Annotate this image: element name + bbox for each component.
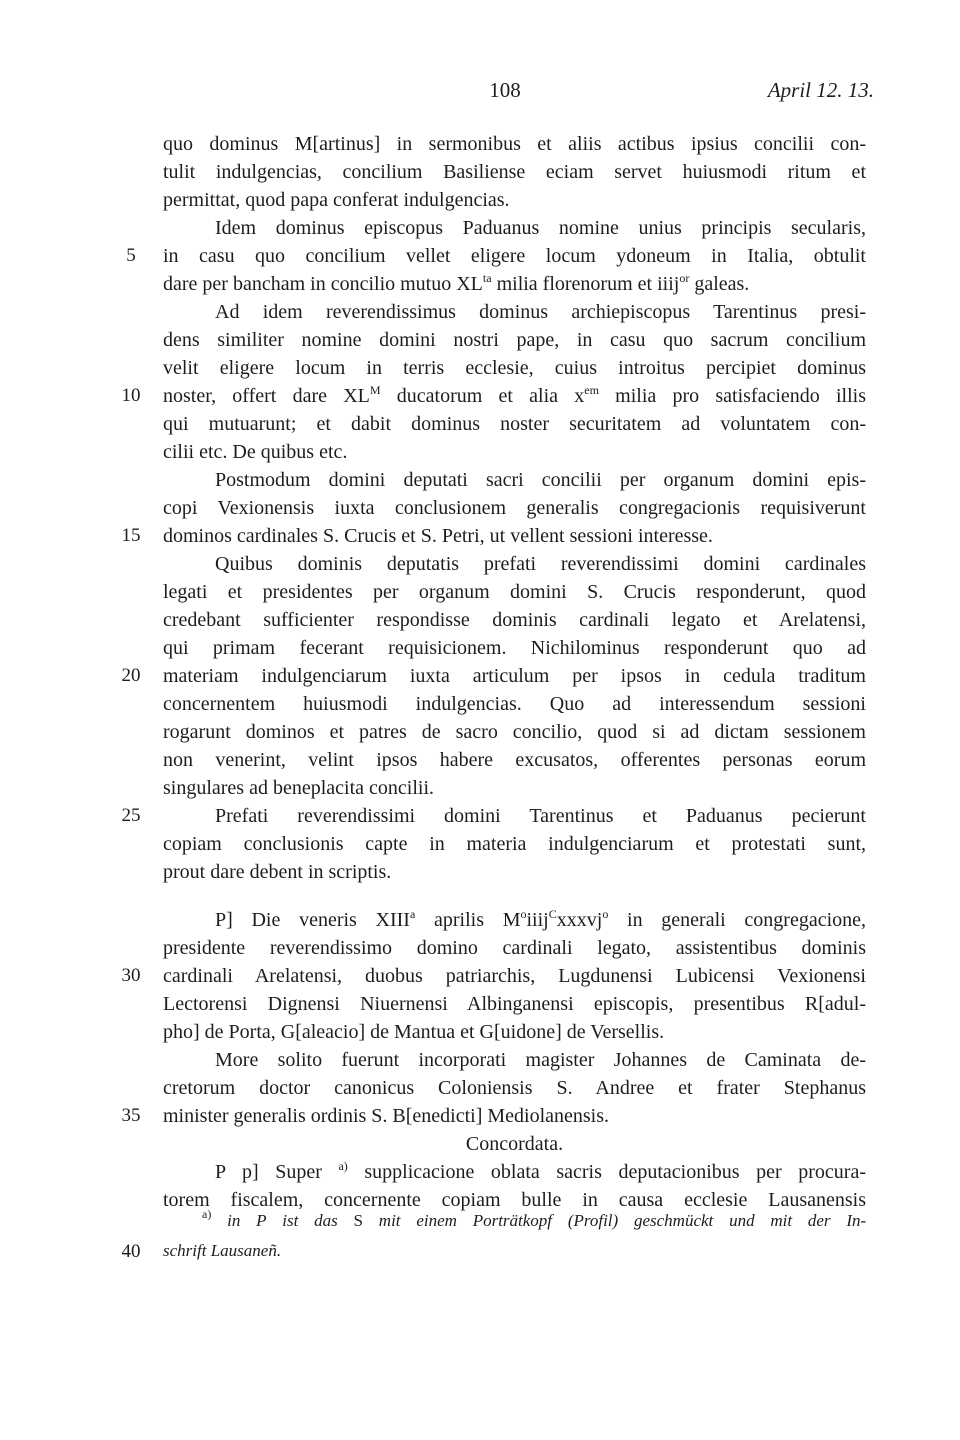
text-line: presidente reverendissimo domino cardinali legato, assistentibus dominis	[163, 937, 866, 959]
text-line: Concordata.	[465, 1133, 564, 1155]
margin-line-number: 5	[126, 245, 136, 266]
text-line: copi Vexionensis iuxta conclusionem generalis congregacionis requisiverunt	[163, 497, 866, 519]
text-line: Postmodum domini deputati sacri concilii per organum domini epis-	[215, 469, 866, 491]
text-line: tulit indulgencias, concilium Basiliense eciam servet huiusmodi ritum et	[163, 161, 866, 183]
text-line: cilii etc. De quibus etc.	[163, 441, 348, 463]
margin-line-number: 35	[121, 1105, 141, 1126]
text-line: non venerint, velint ipsos habere excusatos, offerentes personas eorum	[163, 749, 866, 771]
text-line: cardinali Arelatensi, duobus patriarchis, Lugdunensi Lubicensi Vexionensi	[163, 965, 866, 987]
text-line: Prefati reverendissimi domini Tarentinus et Paduanus pecierunt	[215, 805, 866, 827]
text-line: qui primam fecerant requisicionem. Nichilominus responderunt quo ad	[163, 637, 866, 659]
footnote-line: $^{a)}$ in P ist das S mit einem Porträtkopf (Profil) geschmückt und mit der In-	[202, 1207, 867, 1230]
text-line: minister generalis ordinis S. B[enedicti] Mediolanensis.	[163, 1105, 610, 1127]
margin-line-number: 25	[121, 805, 141, 826]
text-line: prout dare debent in scriptis.	[163, 861, 392, 883]
text-line: P] Die veneris XIII$^a$ aprilis $M^oiiij^Cxxxvj^o$ in generali congregacione,	[215, 907, 867, 931]
text-line: pho] de Porta, G[aleacio] de Mantua et G[uidone] de Versellis.	[163, 1021, 665, 1043]
text-line: torem fiscalem, concernente copiam bulle in causa ecclesie Lausanensis	[163, 1189, 866, 1211]
text-line: Quibus dominis deputatis prefati reverendissimi domini cardinales	[215, 553, 866, 575]
text-line: cretorum doctor canonicus Coloniensis S. Andree et frater Stephanus	[163, 1077, 866, 1099]
text-line: More solito fuerunt incorporati magister Johannes de Caminata de-	[215, 1049, 866, 1071]
text-line: qui mutuarunt; et dabit dominus noster securitatem ad voluntatem con-	[163, 413, 866, 435]
text-line: noster, offert dare $XL^M$ ducatorum et alia $x^{em}$ milia pro satisfaciendo illis	[163, 383, 867, 407]
text-line: P p] Super $^{a)}$ supplicacione oblata sacris deputacionibus per procura-	[215, 1159, 866, 1183]
text-line: materiam indulgenciarum iuxta articulum per ipsos in cedula traditum	[163, 665, 866, 687]
text-line: quo dominus M[artinus] in sermonibus et aliis actibus ipsius concilii con-	[163, 133, 866, 155]
text-line: rogarunt dominos et patres de sacro concilio, quod si ad dictam sessionem	[163, 721, 866, 743]
text-line: Lectorensi Dignensi Niuernensi Albinganensi episcopis, presentibus R[adul-	[163, 993, 866, 1015]
text-line: Idem dominus episcopus Paduanus nomine unius principis secularis,	[215, 217, 866, 239]
text-line: dominos cardinales S. Crucis et S. Petri, ut vellent sessioni interesse.	[163, 525, 713, 547]
margin-line-number: 30	[121, 965, 141, 986]
margin-line-number: 40	[121, 1241, 141, 1262]
text-line: dens similiter nomine domini nostri pape, in casu quo sacrum concilium	[163, 329, 866, 351]
margin-line-number: 15	[121, 525, 141, 546]
text-line: singulares ad beneplacita concilii.	[163, 777, 435, 799]
text-line: permittat, quod papa conferat indulgencias.	[163, 189, 510, 211]
margin-line-number: 10	[121, 385, 141, 406]
running-head: April 12. 13.	[767, 78, 874, 102]
page-number: 108	[489, 78, 521, 102]
text-line: credebant sufficienter respondisse dominis cardinali legato et Arelatensi,	[163, 609, 866, 631]
text-line: concernentem huiusmodi indulgencias. Quo ad interessendum sessioni	[163, 693, 866, 715]
text-line: legati et presidentes per organum domini S. Crucis responderunt, quod	[163, 581, 866, 603]
text-line: copiam conclusionis capte in materia indulgenciarum et protestati sunt,	[163, 833, 866, 855]
text-line: dare per bancham in concilio mutuo $XL^{ta}$ milia florenorum et iiij$^{or}$ galeas.	[163, 271, 750, 295]
text-line: velit eligere locum in terris ecclesie, cuius introitus percipiet dominus	[163, 357, 866, 379]
margin-line-number: 20	[121, 665, 141, 686]
footnote-line: schrift Lausaneñ.	[163, 1241, 282, 1260]
text-line: in casu quo concilium vellet eligere locum ydoneum in Italia, obtulit	[163, 245, 866, 267]
text-line: Ad idem reverendissimus dominus archiepiscopus Tarentinus presi-	[215, 301, 866, 323]
